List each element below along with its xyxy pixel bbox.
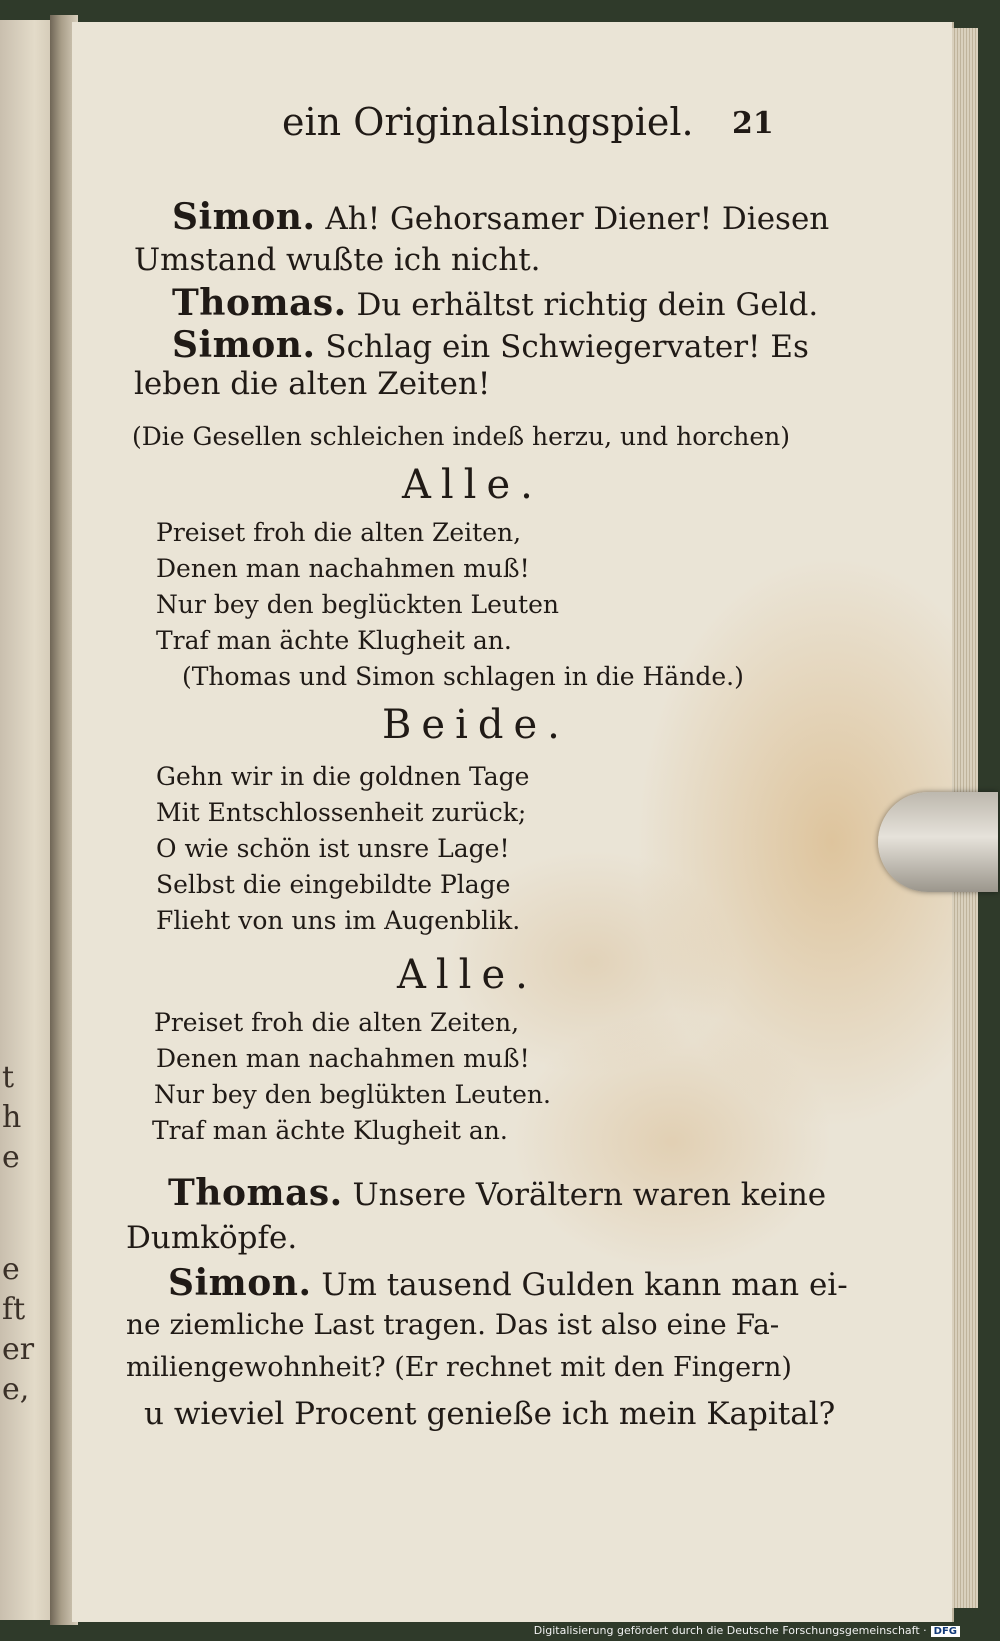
duet-heading: Beide. xyxy=(382,702,570,748)
verse-line: Nur bey den beglükten Leuten. xyxy=(154,1080,551,1109)
dialogue-text: miliengewohnheit? (Er rechnet mit den Fingern) xyxy=(126,1352,792,1383)
verse-line: Denen man nachahmen muß! xyxy=(156,1044,530,1073)
dialogue-line xyxy=(168,1262,848,1304)
left-page-fragment: e xyxy=(2,1252,20,1287)
dialogue-line xyxy=(126,1220,297,1256)
speaker-name: Thomas. xyxy=(172,282,347,324)
verse-line: Preiset froh die alten Zeiten, xyxy=(156,518,522,547)
speaker-name: Simon. xyxy=(172,196,316,238)
speaker-name: Simon. xyxy=(168,1262,312,1304)
dialogue-line xyxy=(168,1172,826,1214)
chorus-heading: Alle. xyxy=(402,462,543,508)
left-page-fragment: ft xyxy=(2,1292,26,1327)
book-clamp xyxy=(878,792,998,892)
book-page xyxy=(72,22,954,1622)
stage-direction: (Die Gesellen schleichen indeß herzu, und horchen) xyxy=(132,422,790,451)
speaker-name: Thomas. xyxy=(168,1172,343,1214)
verse-line: Nur bey den beglückten Leuten xyxy=(156,590,559,619)
dialogue-text: Ah! Gehorsamer Diener! Diesen xyxy=(315,201,830,237)
speaker-name: Simon. xyxy=(172,324,316,366)
left-page-fragment: er xyxy=(2,1332,35,1367)
verse-line: Gehn wir in die goldnen Tage xyxy=(156,762,530,791)
dialogue-text: ne ziemliche Last tragen. Das ist also eine Fa- xyxy=(126,1308,780,1341)
verse-line: O wie schön ist unsre Lage! xyxy=(156,834,510,863)
left-page-fragment: e, xyxy=(2,1372,30,1407)
dialogue-line xyxy=(126,1352,792,1383)
dialogue-text: u wieviel Procent genieße ich mein Kapital? xyxy=(144,1396,836,1432)
dialogue-text: leben die alten Zeiten! xyxy=(134,366,491,402)
dialogue-text: Du erhältst richtig dein Geld. xyxy=(346,287,819,323)
dfg-logo: DFG xyxy=(931,1626,960,1637)
digitization-credit xyxy=(534,1624,960,1637)
verse-line: Flieht von uns im Augenblik. xyxy=(156,906,521,935)
dialogue-line xyxy=(172,282,818,324)
page-number: 21 xyxy=(732,106,774,141)
dialogue-text: Unsere Vorältern waren keine xyxy=(342,1177,827,1213)
left-page-fragment: h xyxy=(2,1100,22,1135)
left-page-fragment: t xyxy=(2,1060,15,1095)
left-page-fragment: e xyxy=(2,1140,20,1175)
verse-line: Traf man ächte Klugheit an. xyxy=(156,626,512,655)
dialogue-text: Um tausend Gulden kann man ei- xyxy=(311,1267,848,1303)
dialogue-text: Umstand wußte ich nicht. xyxy=(134,242,541,278)
verse-line: Selbst die eingebildte Plage xyxy=(156,870,511,899)
dialogue-text: Schlag ein Schwiegervater! Es xyxy=(315,329,809,365)
verse-line: Denen man nachahmen muß! xyxy=(156,554,530,583)
dialogue-line xyxy=(126,1308,779,1341)
verse-line: Traf man ächte Klugheit an. xyxy=(152,1116,508,1145)
credit-text: Digitalisierung gefördert durch die Deutsche Forschungsgemeinschaft · xyxy=(533,1624,927,1637)
dialogue-line xyxy=(172,324,809,366)
dialogue-text: Dumköpfe. xyxy=(126,1220,298,1256)
dialogue-line xyxy=(144,1396,835,1432)
running-title: ein Originalsingspiel. xyxy=(282,100,694,144)
verse-line: Preiset froh die alten Zeiten, xyxy=(154,1008,520,1037)
dialogue-line xyxy=(134,366,490,402)
chorus-heading: Alle. xyxy=(397,952,538,998)
dialogue-line xyxy=(134,242,541,278)
verse-line: Mit Entschlossenheit zurück; xyxy=(156,798,527,827)
stage-direction: (Thomas und Simon schlagen in die Hände.) xyxy=(182,662,744,691)
dialogue-line xyxy=(172,196,829,238)
